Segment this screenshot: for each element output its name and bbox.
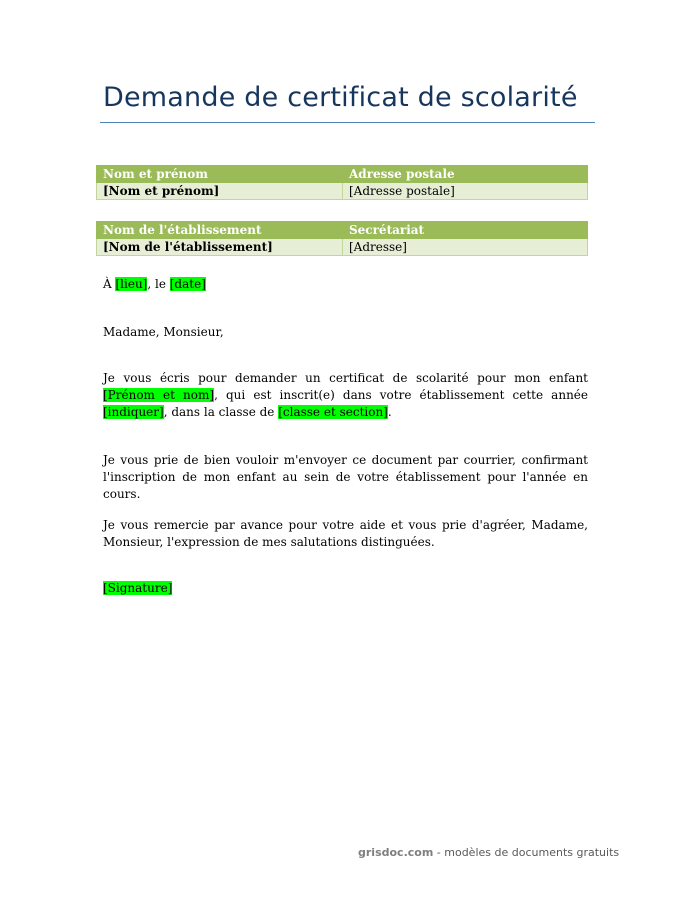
paragraph-request [103,370,588,421]
p1-text-d: . [387,405,392,419]
footer-text: - modèles de documents gratuits [433,846,620,859]
footer-brand[interactable]: grisdoc.com [358,846,434,859]
cell-school: [Nom de l'établissement] [97,239,343,256]
paragraph-thanks: Je vous remercie par avance pour votre aide et vous prie d'agréer, Madame, Monsieur, l'expression de mes salutations distinguées. [103,518,588,549]
school-info-table [96,221,588,256]
place-placeholder: [lieu] [115,277,148,291]
p1-text-c: , dans la classe de [163,405,279,419]
signature-line [103,580,588,597]
place-date-line [103,276,588,293]
place-prefix: À [103,277,116,291]
date-placeholder: [date] [169,277,206,291]
table-header-row [97,166,588,183]
student-info-table [96,165,588,200]
paragraph-send: Je vous prie de bien vouloir m'envoyer ce document par courrier, confirmant l'inscription de mon enfant au sein de votre établissement pour l'année en cours. [103,453,588,501]
year-placeholder: [indiquer] [103,405,164,419]
date-separator: , le [147,277,170,291]
header-name: Nom et prénom [97,166,343,183]
header-school: Nom de l'établissement [97,222,343,239]
signature-placeholder: [Signature] [103,581,173,595]
title-underline [100,122,595,123]
class-placeholder: [classe et section] [278,405,388,419]
table-header-row [97,222,588,239]
header-address: Adresse postale [343,166,588,183]
cell-address: [Adresse postale] [343,183,588,200]
cell-secretariat: [Adresse] [343,239,588,256]
footer [358,846,619,859]
p1-text-b: , qui est inscrit(e) dans votre établissement cette année [214,388,588,402]
cell-name: [Nom et prénom] [97,183,343,200]
table-row [97,183,588,200]
document-title: Demande de certificat de scolarité [103,82,578,113]
p1-text-a: Je vous écris pour demander un certificat de scolarité pour mon enfant [103,371,588,385]
table-row [97,239,588,256]
salutation: Madame, Monsieur, [103,325,224,339]
child-name-placeholder: [Prénom et nom] [103,388,215,402]
header-secretariat: Secrétariat [343,222,588,239]
